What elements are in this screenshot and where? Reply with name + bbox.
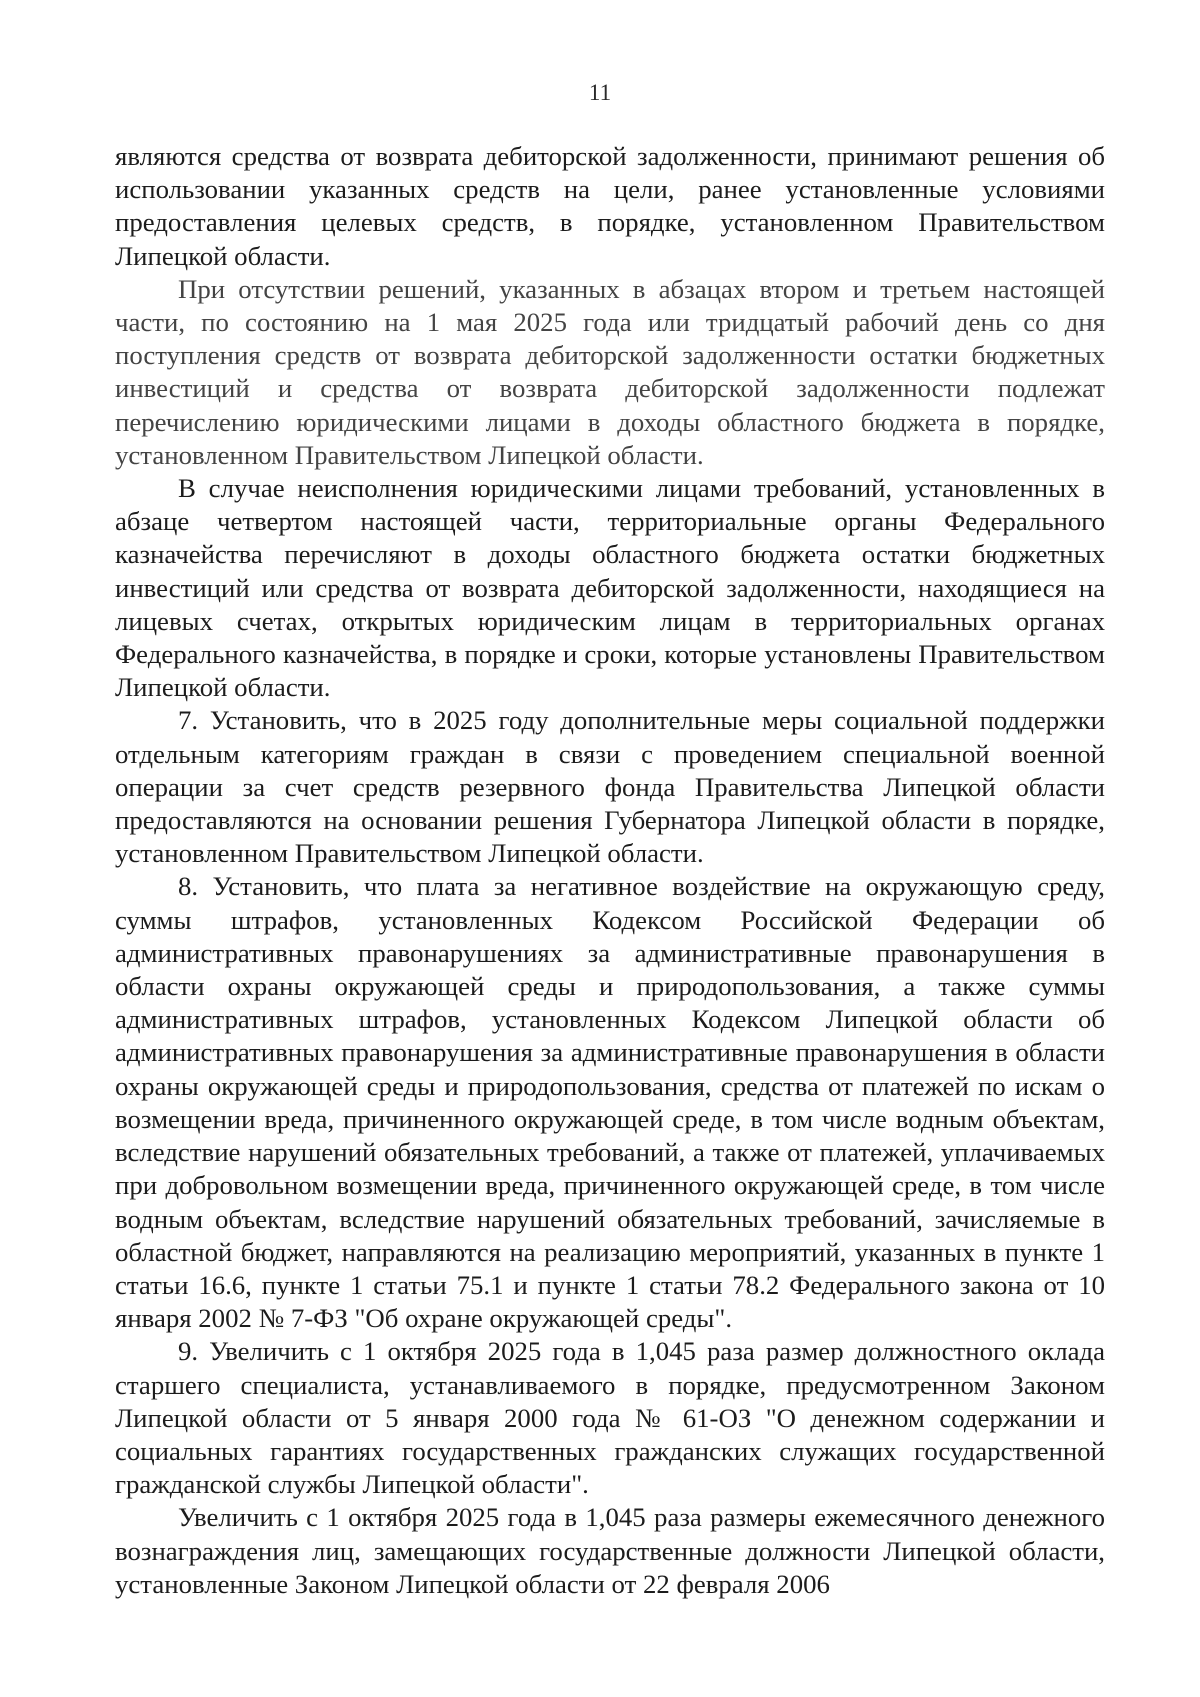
paragraph-item-7: 7. Установить, что в 2025 году дополнительные меры социальной поддержки отдельным категориям граждан в связи с проведением специальной военной операции за счет средств резервного фонда Правительства Липецкой области предоставляются на основании решения Губернатора Липецкой области в порядке, установленном Правительством Липецкой области. [115, 705, 1105, 869]
paragraph-item-9-continuation: Увеличить с 1 октября 2025 года в 1,045 раза размеры ежемесячного денежного вознаграждения лиц, замещающих государственные должности Липецкой области, установленные Законом Липецкой области от 22 февраля 2006 [115, 1502, 1105, 1599]
paragraph-continuation: являются средства от возврата дебиторской задолженности, принимают решения об использовании указанных средств на цели, ранее установленные условиями предоставления целевых средств, в порядке, установленном Правительством Липецкой области. [115, 141, 1105, 271]
paragraph-item-9: 9. Увеличить с 1 октября 2025 года в 1,045 раза размер должностного оклада старшего специалиста, устанавливаемого в порядке, предусмотренном Законом Липецкой области от 5 января 2000 года № 61-ОЗ "О денежном содержании и социальных гарантиях государственных гражданских служащих государственной гражданской службы Липецкой области". [115, 1336, 1105, 1500]
paragraph-item-8: 8. Установить, что плата за негативное воздействие на окружающую среду, суммы штрафов, установленных Кодексом Российской Федерации об административных правонарушениях за административные правонарушения в области охраны окружающей среды и природопользования, а также суммы административных штрафов, установленных Кодексом Липецкой области об административных правонарушения за административные правонарушения в области охраны окружающей среды и природопользования, средства от платежей по искам о возмещении вреда, причиненного окружающей среде, в том числе водным объектам, вследствие нарушений обязательных требований, а также от платежей, уплачиваемых при добровольном возмещении вреда, причиненного окружающей среде, в том числе водным объектам, вследствие нарушений обязательных требований, зачисляемые в областной бюджет, направляются на реализацию мероприятий, указанных в пункте 1 статьи 16.6, пункте 1 статьи 75.1 и пункте 1 статьи 78.2 Федерального закона от 10 января 2002 № 7-ФЗ "Об охране окружающей среды". [115, 871, 1105, 1334]
document-body [115, 140, 1105, 1601]
paragraph-non-fulfillment: В случае неисполнения юридическими лицами требований, установленных в абзаце четвертом настоящей части, территориальные органы Федерального казначейства перечисляют в доходы областного бюджета остатки бюджетных инвестиций или средства от возврата дебиторской задолженности, находящиеся на лицевых счетах, открытых юридическим лицам в территориальных органах Федерального казначейства, в порядке и сроки, которые установлены Правительством Липецкой области. [115, 473, 1105, 703]
page-number: 11 [588, 80, 612, 105]
paragraph-absence-of-decisions: При отсутствии решений, указанных в абзацах втором и третьем настоящей части, по состоянию на 1 мая 2025 года или тридцатый рабочий день со дня поступления средств от возврата дебиторской задолженности остатки бюджетных инвестиций и средства от возврата дебиторской задолженности подлежат перечислению юридическими лицами в доходы областного бюджета в порядке, установленном Правительством Липецкой области. [115, 273, 1105, 470]
